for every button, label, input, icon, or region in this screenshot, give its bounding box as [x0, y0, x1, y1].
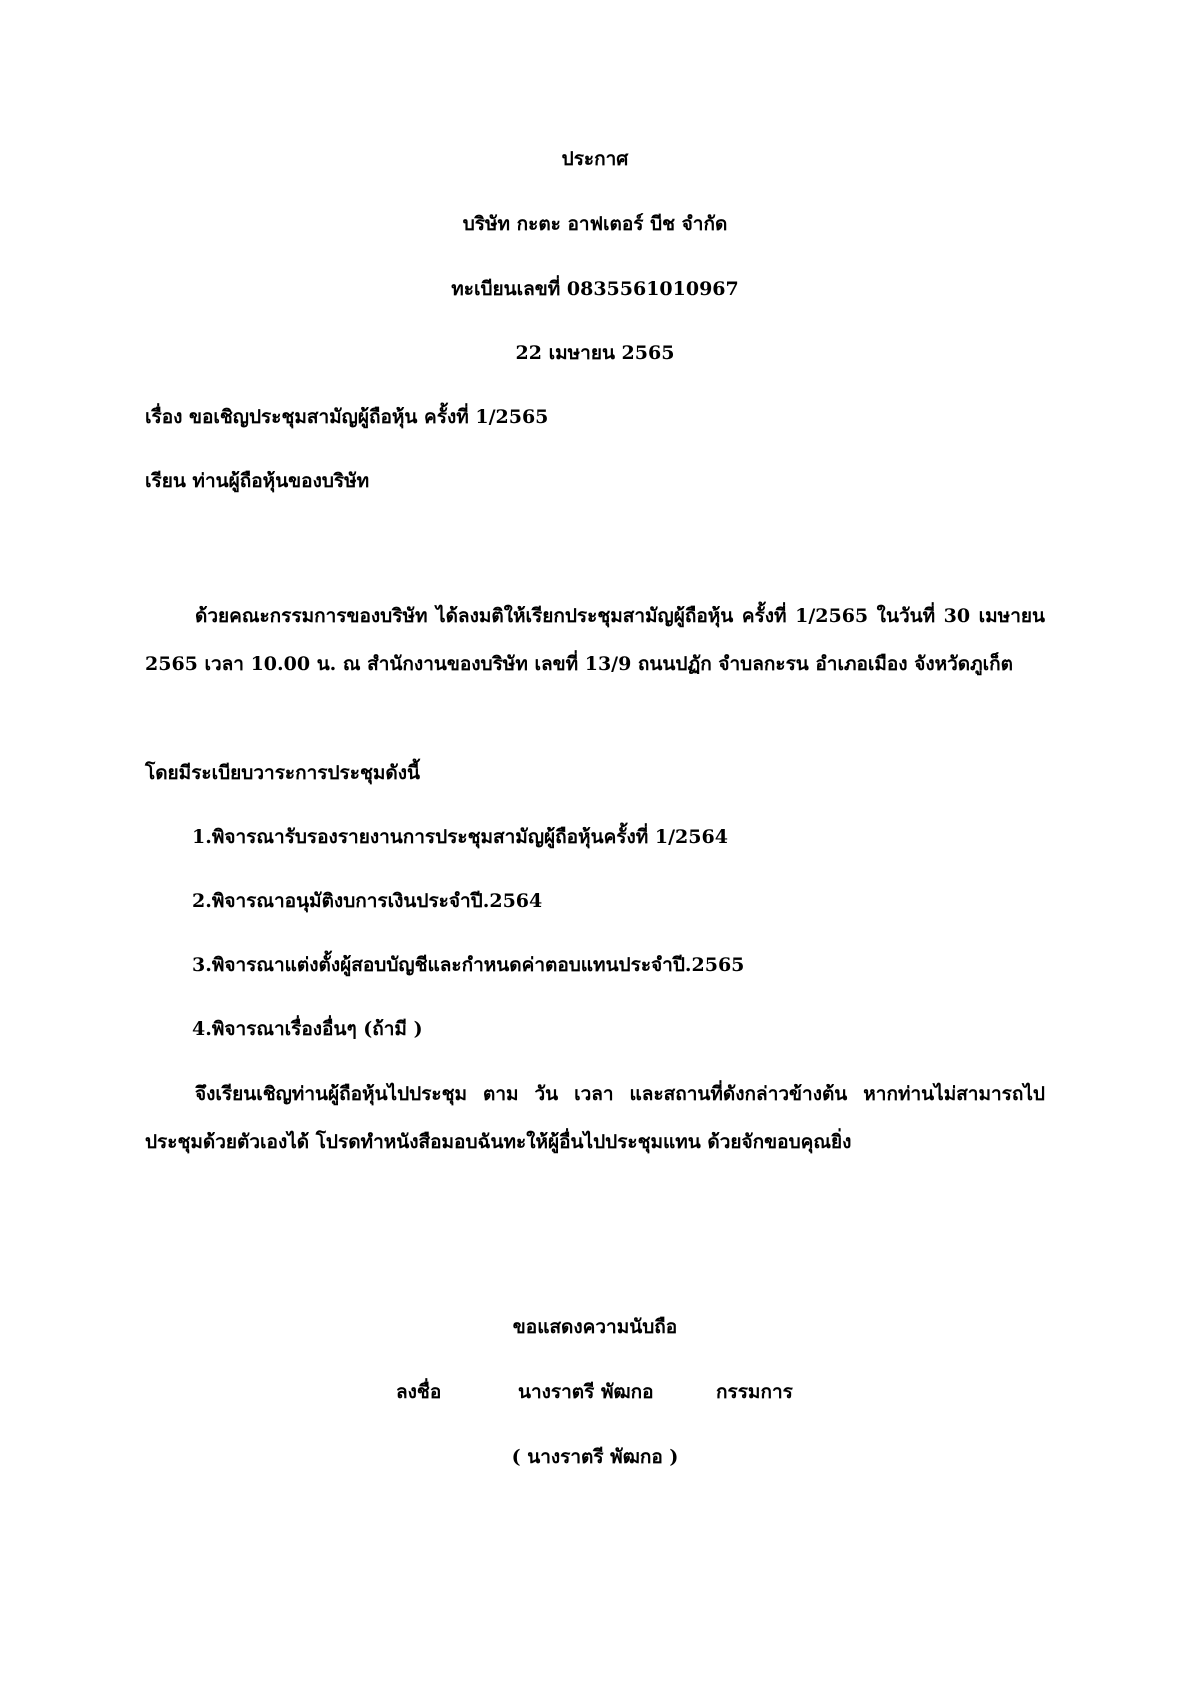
signer-name: นางราตรี พัฒกอ: [518, 1381, 654, 1403]
announcement-title: ประกาศ: [561, 148, 629, 170]
announcement-date: 22 เมษายน 2565: [515, 342, 675, 364]
agenda-item: 3.พิจารณาแต่งตั้งผู้สอบบัญชีและกำหนดค่าตอบแทนประจำปี.2565: [192, 954, 745, 976]
subject-line: เรื่อง ขอเชิญประชุมสามัญผู้ถือหุ้น ครั้งที่ 1/2565: [145, 406, 549, 428]
registration-number: ทะเบียนเลขที่ 0835561010967: [451, 278, 739, 300]
intro-paragraph: [145, 592, 1045, 688]
closing-paragraph: [145, 1070, 1045, 1166]
intro-paragraph-text: ด้วยคณะกรรมการของบริษัท ได้ลงมติให้เรียกประชุมสามัญผู้ถือหุ้น ครั้งที่ 1/2565 ในวันที่ 30 เมษายน 2565 เวลา 10.00 น. ณ สำนักงานของบริษัท เลขที่ 13/9 ถนนปฏัก จำบลกะรน อำเภอเมือง จังหวัดภูเก็ต: [145, 605, 1045, 675]
agenda-item: 1.พิจารณารับรองรายงานการประชุมสามัญผู้ถือหุ้นครั้งที่ 1/2564: [192, 826, 728, 848]
company-name: บริษัท กะตะ อาฟเตอร์ บีช จำกัด: [462, 213, 728, 235]
regards-line: ขอแสดงความนับถือ: [512, 1316, 678, 1338]
agenda-item: 4.พิจารณาเรื่องอื่นๆ (ถ้ามี ): [192, 1018, 423, 1040]
closing-paragraph-text: จึงเรียนเชิญท่านผู้ถือหุ้นไปประชุม ตาม วัน เวลา และสถานที่ดังกล่าวข้างต้น หากท่านไม่สามารถไปประชุมด้วยตัวเองได้ โปรดทำหนังสือมอบฉันทะให้ผู้อื่นไปประชุมแทน ด้วยจักขอบคุณยิ่ง: [145, 1083, 1045, 1153]
sign-label: ลงชื่อ: [396, 1381, 442, 1403]
agenda-heading: โดยมีระเบียบวาระการประชุมดังนี้: [145, 762, 420, 784]
signer-role: กรรมการ: [716, 1381, 793, 1403]
recipient-line: เรียน ท่านผู้ถือหุ้นของบริษัท: [145, 470, 370, 492]
printed-name: ( นางราตรี พัฒกอ ): [511, 1446, 679, 1468]
agenda-item: 2.พิจารณาอนุมัติงบการเงินประจำปี.2564: [192, 890, 543, 912]
